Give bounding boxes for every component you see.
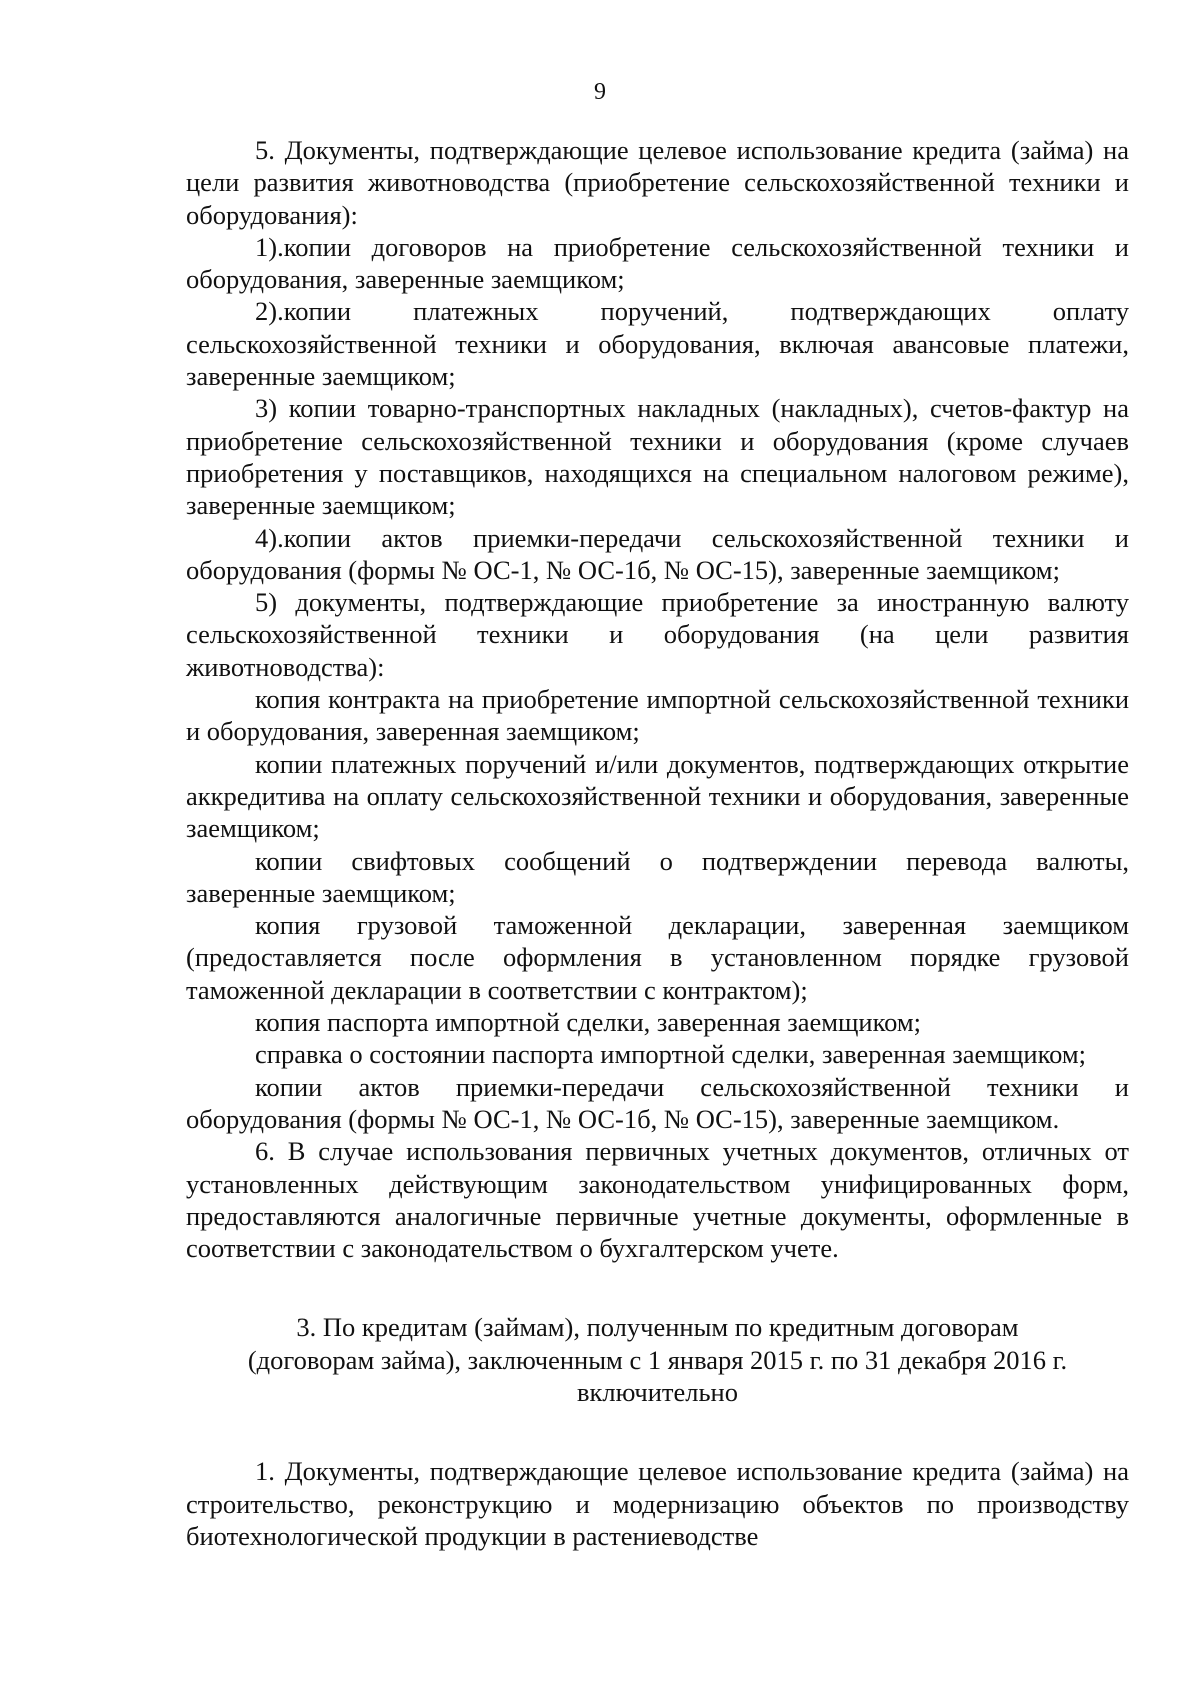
- paragraph-acceptance-acts: копии актов приемки-передачи сельскохозяйственной техники и оборудования (формы № ОС-1, № ОС-1б, № ОС-15), заверенные заемщиком.: [186, 1071, 1129, 1134]
- paragraph-item-5: 5. Документы, подтверждающие целевое использование кредита (займа) на цели развития животноводства (приобретение сельскохозяйственной техники и оборудования):: [186, 135, 1129, 230]
- section-heading-line-1: 3. По кредитам (займам), полученным по кредитным договорам: [296, 1312, 1019, 1343]
- paragraph-subitem-3: 3) копии товарно-транспортных накладных (накладных), счетов-фактур на приобретение сельскохозяйственной техники и оборудования (кроме случаев приобретения у поставщиков, находящихся на специальном налоговом режиме), заверенные заемщиком;: [186, 393, 1129, 521]
- paragraph-subitem-1: 1).копии договоров на приобретение сельскохозяйственной техники и оборудования, заверенные заемщиком;: [186, 231, 1129, 295]
- paragraph-swift-messages: копии свифтовых сообщений о подтверждении перевода валюты, заверенные заемщиком;: [186, 845, 1129, 908]
- section-heading: [186, 1311, 1129, 1408]
- paragraph-passport-status: справка о состоянии паспорта импортной сделки, заверенная заемщиком;: [255, 1039, 1086, 1070]
- section-heading-line-3: включительно: [577, 1376, 738, 1407]
- paragraph-subitem-2: 2).копии платежных поручений, подтверждающих оплату сельскохозяйственной техники и оборудования, включая авансовые платежи, заверенные заемщиком;: [186, 296, 1129, 392]
- paragraph-section3-item-1: 1. Документы, подтверждающие целевое использование кредита (займа) на строительство, реконструкцию и модернизацию объектов по производству биотехнологической продукции в растениеводстве: [186, 1456, 1129, 1551]
- section-heading-line-2: (договорам займа), заключенным с 1 января 2015 г. по 31 декабря 2016 г.: [247, 1344, 1068, 1375]
- document-body: [186, 134, 1129, 1552]
- paragraph-item-6: 6. В случае использования первичных учетных документов, отличных от установленных действующим законодательством унифицированных форм, предоставляются аналогичные первичные учетные документы, оформленные в соответствии с законодательством о бухгалтерском учете.: [186, 1136, 1129, 1264]
- paragraph-contract-copy: копия контракта на приобретение импортной сельскохозяйственной техники и оборудования, заверенная заемщиком;: [186, 684, 1129, 747]
- paragraph-subitem-4: 4).копии актов приемки-передачи сельскохозяйственной техники и оборудования (формы № ОС-1, № ОС-1б, № ОС-15), заверенные заемщиком;: [186, 522, 1129, 585]
- page-number: 9: [594, 79, 606, 105]
- paragraph-import-passport: копия паспорта импортной сделки, заверенная заемщиком;: [255, 1007, 921, 1038]
- paragraph-subitem-5: 5) документы, подтверждающие приобретение за иностранную валюту сельскохозяйственной техники и оборудования (на цели развития животноводства):: [186, 587, 1129, 682]
- paragraph-payment-orders: копии платежных поручений и/или документов, подтверждающих открытие аккредитива на оплату сельскохозяйственной техники и оборудования, заверенные заемщиком;: [186, 748, 1129, 844]
- paragraph-customs-declaration: копия грузовой таможенной декларации, заверенная заемщиком (предоставляется после оформления в установленном порядке грузовой таможенной декларации в соответствии с контрактом);: [186, 910, 1129, 1005]
